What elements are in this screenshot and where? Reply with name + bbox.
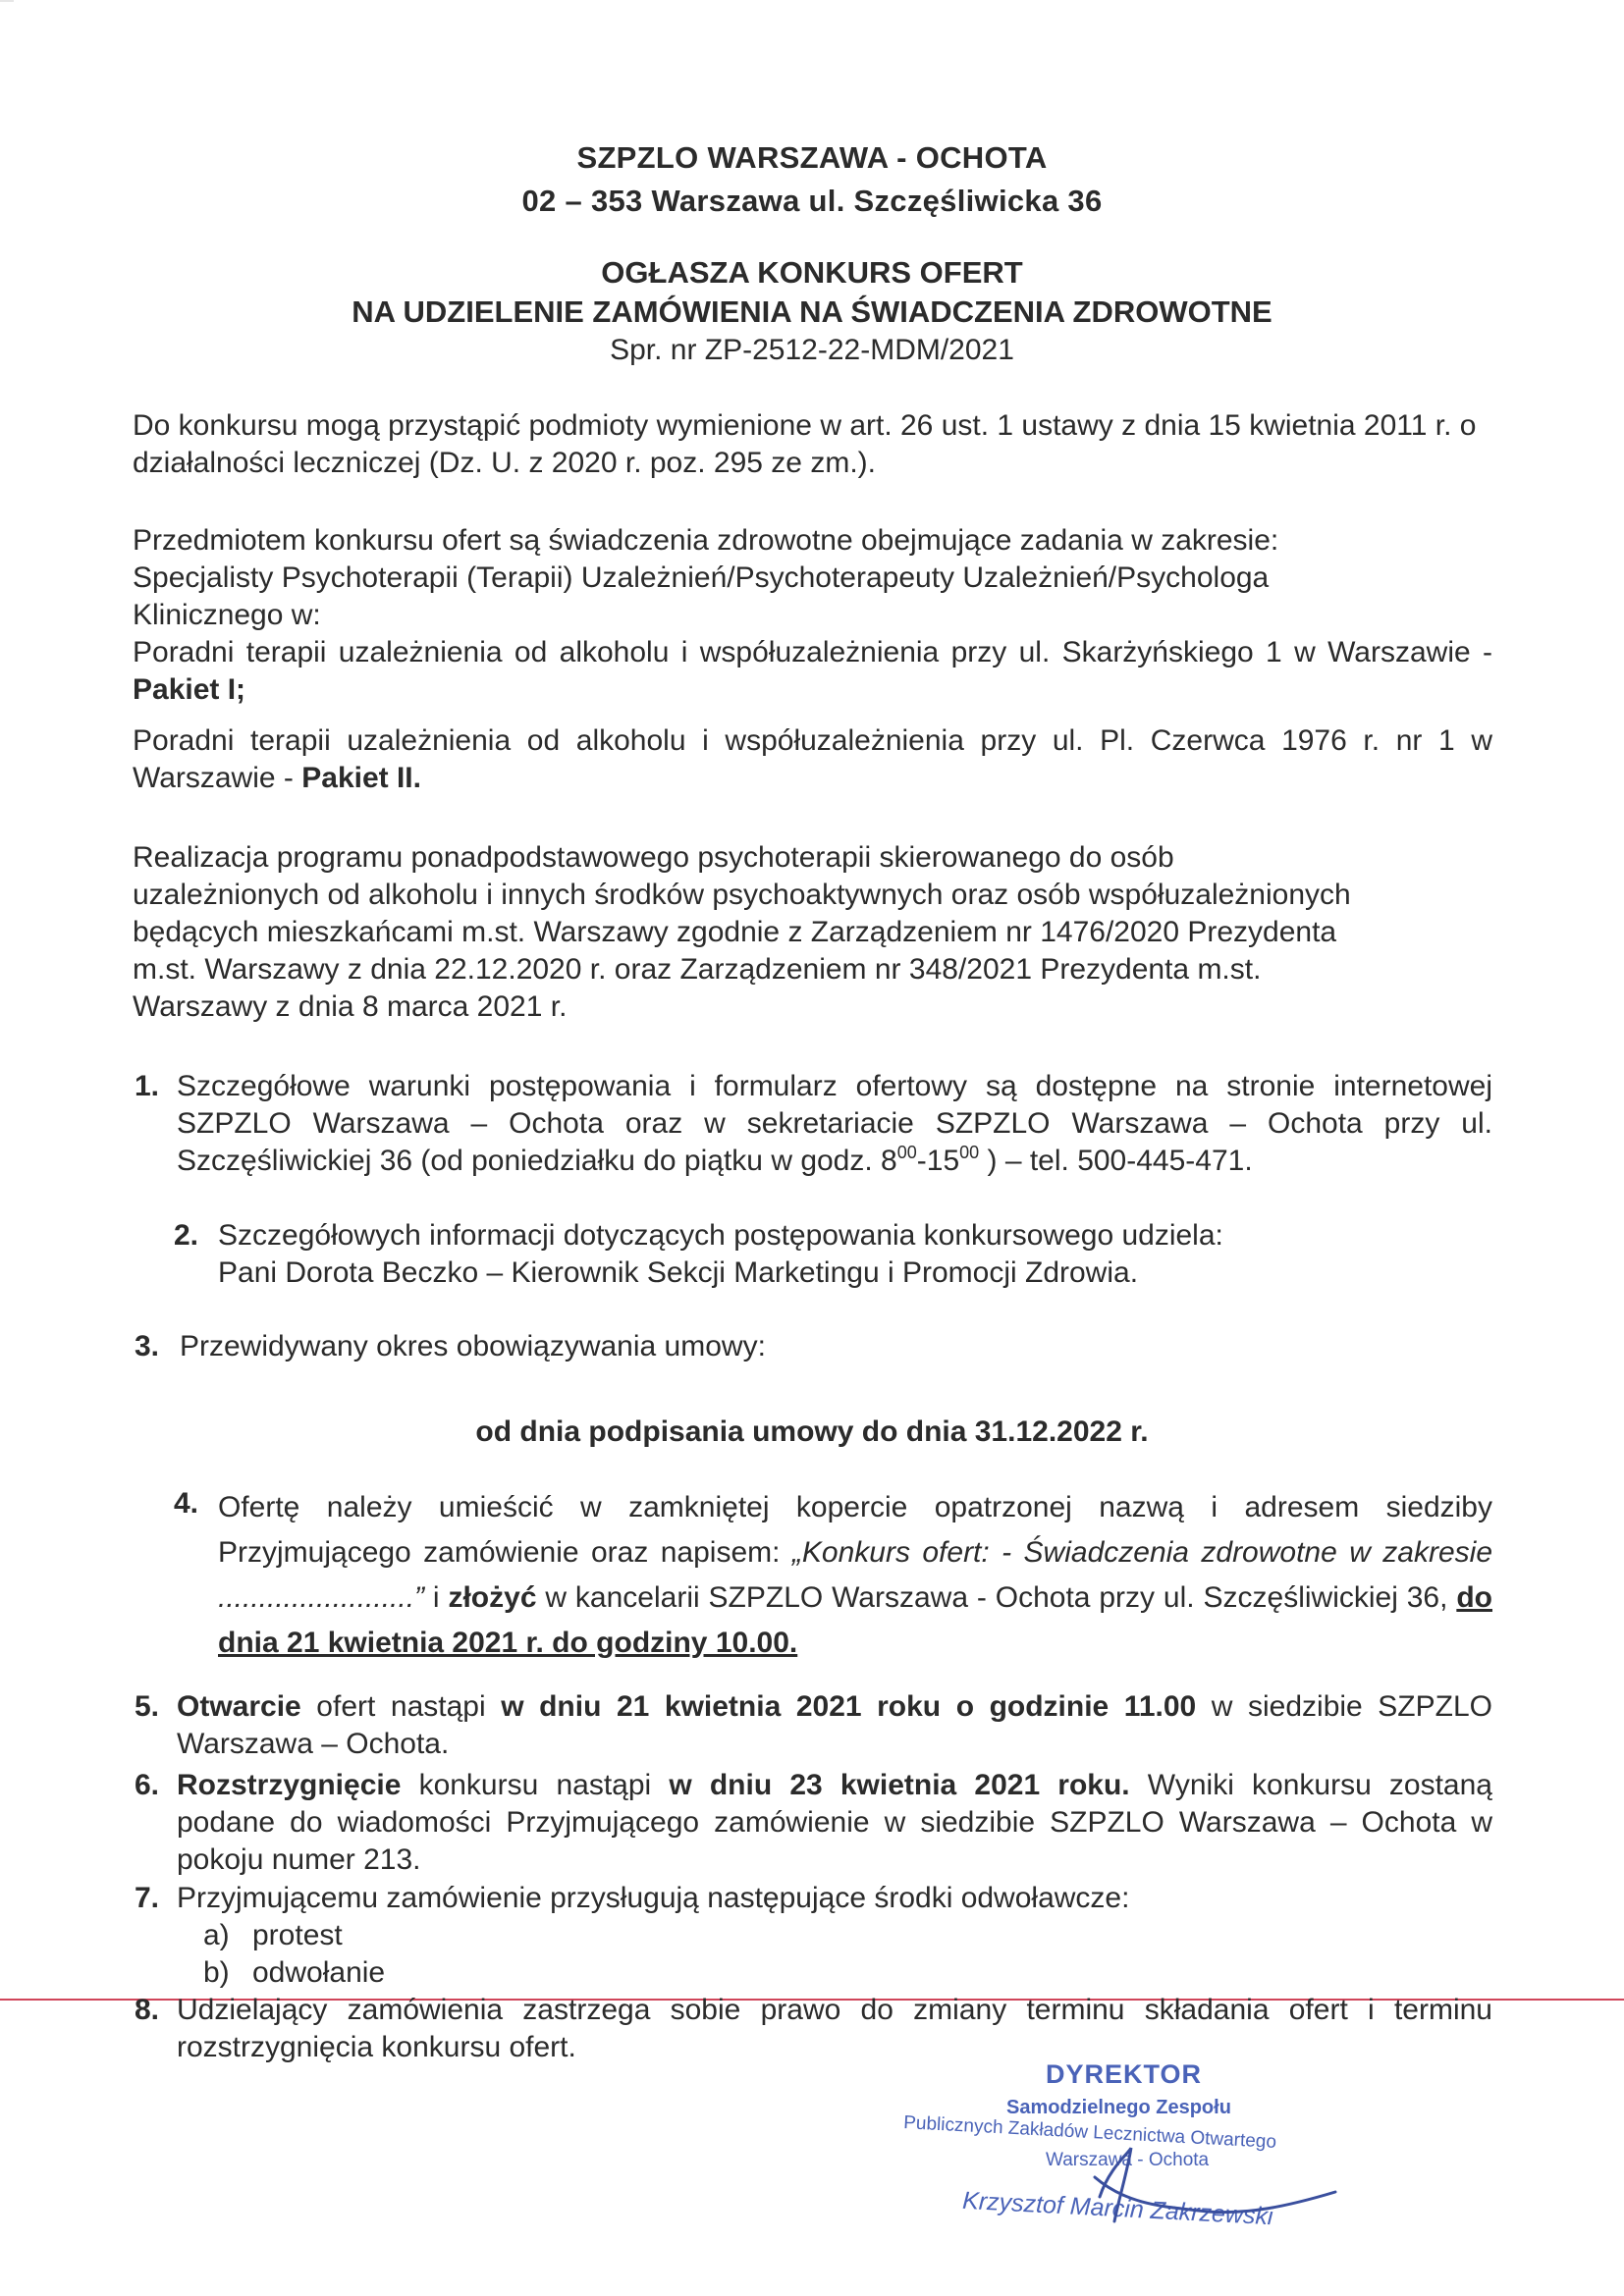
item-2-number: 2. [174,1219,199,1252]
item-1-phone: ) – tel. 500-445-471. [979,1145,1253,1177]
item-5-number: 5. [135,1690,160,1723]
intro-paragraph: Do konkursu mogą przystąpić podmioty wymienione w art. 26 ust. 1 ustawy z dnia 15 kwietnia 2011 r. o działalności leczniczej (Dz. U. z 2020 r. poz. 295 ze zm.). [133,409,1477,479]
item-4-envelope-label: „Konkurs ofert: - Świadczenia zdrowotne w zakresie ........................” [218,1536,1492,1614]
item-5-body: ofert nastąpi [300,1690,502,1723]
item-6-results: Wyniki konkursu zostaną podane do wiadomości Przyjmującego zamówienie w siedzibie SZPZLO Warszawa – Ochota w pokoju numer 213. [177,1769,1492,1876]
item-8-number: 8. [135,1994,160,2026]
item-5-date: w dniu 21 kwietnia 2021 roku o godzinie 11.00 [501,1690,1197,1723]
item-6-text [177,1767,1492,1879]
item-7a-text: protest [252,1919,343,1951]
director-stamp [874,2059,1365,2256]
package-1-text: Poradni terapii uzależnienia od alkoholu i współuzależnienia przy ul. Skarżyńskiego 1 w Warszawie - [133,636,1492,668]
package-2-label: Pakiet II. [301,762,421,794]
item-1-body: Szczegółowe warunki postępowania i formularz ofertowy są dostępne na stronie internetowej SZPZLO Warszawa – Ochota oraz w sekretariacie SZPZLO Warszawa – Ochota przy ul. Szczęśliwickiej 36 (od poniedziałku do piątku w godz. 8 [177,1070,1492,1177]
item-4-number: 4. [174,1487,199,1520]
stamp-title: DYREKTOR [1046,2059,1203,2089]
item-7b-text: odwołanie [252,1956,386,1989]
item-6-date: w dniu 23 kwietnia 2021 roku. [669,1769,1130,1801]
item-1-number: 1. [135,1070,160,1102]
program-line-3: będących mieszkańcami m.st. Warszawy zgodnie z Zarządzeniem nr 1476/2020 Prezydenta [133,916,1337,948]
org-name: SZPZLO WARSZAWA - OCHOTA [576,140,1048,175]
item-1-hour-sup-end: 00 [959,1143,980,1162]
item-4-deadline: do dnia 21 kwietnia 2021 r. do godziny 10.00. [218,1581,1492,1659]
item-6-decision-word: Rozstrzygnięcie [177,1769,402,1801]
item-4-submit-word: złożyć [448,1581,537,1614]
handwritten-signature [874,2059,1365,2256]
program-line-2: uzależnionych od alkoholu i innych środków psychoaktywnych oraz osób współuzależnionych [133,879,1351,911]
item-4-text [218,1485,1492,1666]
item-5-opening-word: Otwarcie [177,1690,301,1723]
program-line-5: Warszawy z dnia 8 marca 2021 r. [133,990,568,1023]
item-7-number: 7. [135,1882,160,1914]
package-2 [133,722,1492,797]
package-1-label: Pakiet I; [133,673,246,706]
org-address: 02 – 353 Warszawa ul. Szczęśliwicka 36 [521,184,1103,218]
subject-line-2: Specjalisty Psychoterapii (Terapii) Uzależnień/Psychoterapeuty Uzależnień/Psychologa [133,561,1270,594]
program-line-4: m.st. Warszawy z dnia 22.12.2020 r. oraz Zarządzeniem nr 348/2021 Prezydenta m.st. [133,953,1262,986]
item-1-hour-mid: -15 [916,1145,960,1177]
item-6-number: 6. [135,1769,160,1801]
announcement-line-2: NA UDZIELENIE ZAMÓWIENIA NA ŚWIADCZENIA ZDROWOTNE [352,294,1272,329]
item-4-body: Ofertę należy umieścić w zamkniętej kopercie opatrzonej nazwą i adresem siedziby Przyjmującego zamówienie oraz napisem: [218,1491,1492,1569]
program-line-1: Realizacja programu ponadpodstawowego psychoterapii skierowanego do osób [133,841,1174,874]
package-2-text: Poradni terapii uzależnienia od alkoholu i współuzależnienia przy ul. Pl. Czerwca 1976 r. nr 1 w Warszawie - [133,724,1492,794]
item-2-line-2: Pani Dorota Beczko – Kierownik Sekcji Marketingu i Promocji Zdrowia. [218,1256,1139,1289]
item-5-text [177,1688,1492,1763]
stamp-line-1: Samodzielnego Zespołu [1006,2097,1231,2118]
package-1 [133,634,1492,709]
item-6-body: konkursu nastąpi [401,1769,670,1801]
item-1-hour-sup-start: 00 [896,1143,917,1162]
item-2-line-1: Szczegółowych informacji dotyczących postępowania konkursowego udziela: [218,1219,1223,1252]
scan-corner-mark [0,0,14,2]
stamp-line-2: Publicznych Zakładów Lecznictwa Otwartego [902,2112,1277,2153]
item-4-place: w kancelarii SZPZLO Warszawa - Ochota przy ul. Szczęśliwickiej 36, [536,1581,1457,1614]
item-3-text: Przewidywany okres obowiązywania umowy: [180,1330,766,1362]
contract-period: od dnia podpisania umowy do dnia 31.12.2022 r. [475,1415,1149,1448]
item-7a-marker: a) [203,1919,230,1951]
announcement-line-1: OGŁASZA KONKURS OFERT [601,255,1023,290]
item-4-conj: i [424,1581,449,1614]
item-8-text: Udzielający zamówienia zastrzega sobie prawo do zmiany terminu składania ofert i terminu rozstrzygnięcia konkursu ofert. [177,1994,1492,2063]
stamp-line-3: Warszawa - Ochota [1046,2150,1210,2170]
stamp-signature-name: Krzysztof Marcin Zakrzewski [961,2186,1274,2231]
item-5-place: w siedzibie SZPZLO Warszawa – Ochota. [177,1690,1492,1760]
item-3-number: 3. [135,1330,160,1362]
item-7b-marker: b) [203,1956,230,1989]
item-1-text [177,1068,1492,1180]
item-7-text: Przyjmującemu zamówienie przysługują następujące środki odwoławcze: [177,1882,1130,1914]
case-number: Spr. nr ZP-2512-22-MDM/2021 [610,334,1014,366]
subject-line-3: Klinicznego w: [133,599,321,631]
subject-line-1: Przedmiotem konkursu ofert są świadczenia zdrowotne obejmujące zadania w zakresie: [133,524,1279,557]
